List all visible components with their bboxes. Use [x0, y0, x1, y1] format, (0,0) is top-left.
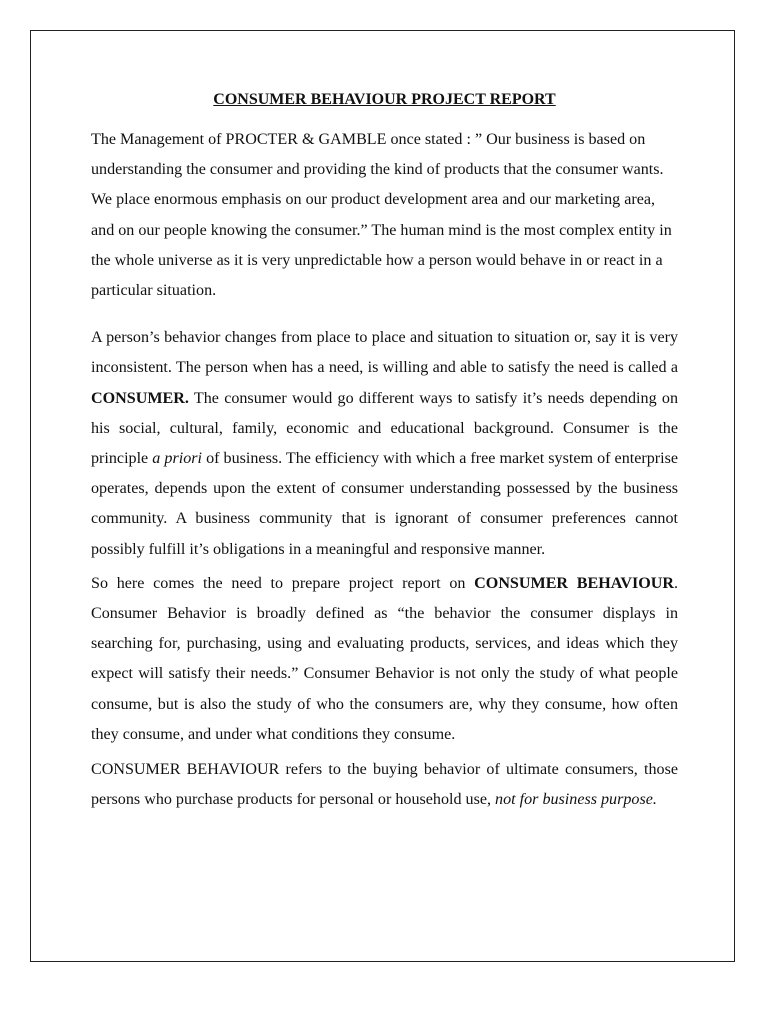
- bold-term-consumer: CONSUMER.: [91, 389, 189, 407]
- italic-term-a-priori: a priori: [152, 450, 202, 468]
- paragraph-text: of business. The efficiency with which a free market system of enterprise operates, depends upon the extent of consumer understanding possessed by the business community. A business community that is ignorant of consumer preferences cannot possibly fulfill it’s obligations in a meaningful and responsive manner.: [91, 450, 678, 558]
- paragraph-text: A person’s behavior changes from place to place and situation to situation or, say it is very inconsistent. The person when has a need, is willing and able to satisfy the need is called a: [91, 329, 678, 377]
- paragraph-consumer-definition: [91, 323, 678, 565]
- paragraph-text: The consumer would go different ways to satisfy it’s needs depending on his social, cultural, family, economic and educational background. Consumer is the principle: [91, 389, 678, 468]
- paragraph-text: . Consumer Behavior is broadly defined as “the behavior the consumer displays in searching for, purchasing, using and evaluating products, services, and ideas which they expect will satisfy their needs.” Consumer Behavior is not only the study of what people consume, but is also the study of who the consumers are, why they consume, how often they consume, and under what conditions they consume.: [91, 574, 679, 743]
- paragraph-text: CONSUMER BEHAVIOUR refers to the buying behavior of ultimate consumers, those persons who purchase products for personal or household use,: [91, 761, 678, 809]
- paragraph-definition: [91, 755, 678, 815]
- paragraph-text: So here comes the need to prepare project report on: [91, 574, 475, 592]
- document-body: [91, 88, 678, 815]
- document-title: CONSUMER BEHAVIOUR PROJECT REPORT: [213, 91, 556, 108]
- italic-not-for-business: not for business purpose.: [495, 791, 657, 809]
- paragraph-project-need: [91, 569, 678, 750]
- bold-term-consumer-behaviour: CONSUMER BEHAVIOUR: [474, 574, 674, 592]
- paragraph-intro: The Management of PROCTER & GAMBLE once stated : ” Our business is based on understanding the consumer and providing the kind of products that the consumer wants. We place enormous emphasis on our product development area and our marketing area, and on our people knowing the consumer.” The human mind is the most complex entity in the whole universe as it is very unpredictable how a person would behave in or react in a particular situation.: [91, 131, 672, 300]
